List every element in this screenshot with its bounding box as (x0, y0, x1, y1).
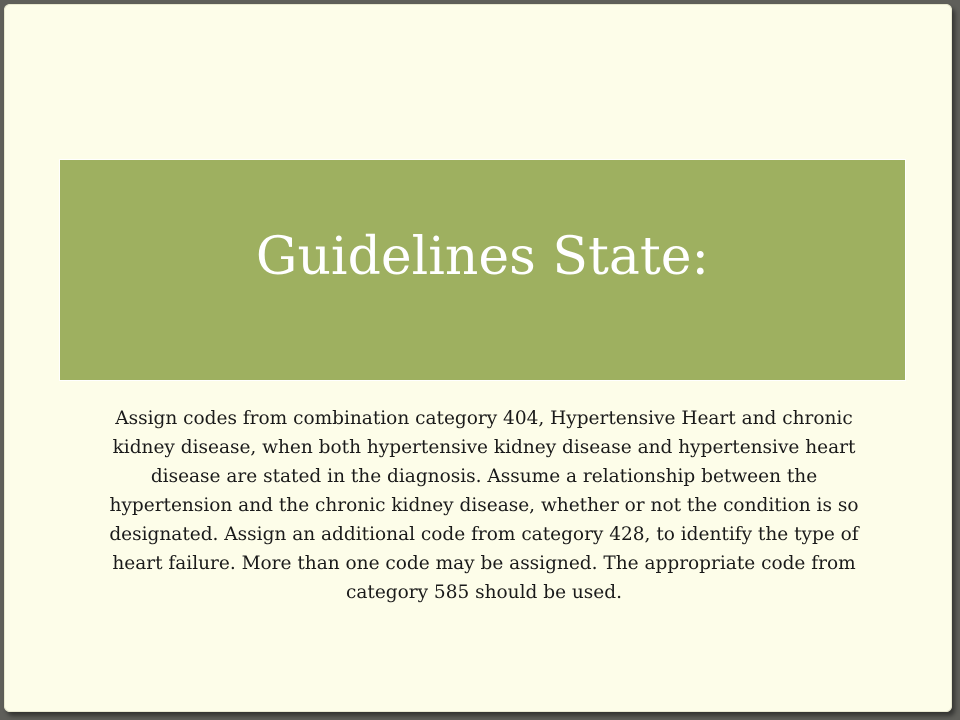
slide (4, 4, 952, 712)
slide-title: Guidelines State: (255, 227, 710, 287)
slide-body-text: Assign codes from combination category 404, Hypertensive Heart and chronic kidney disease, when both hypertensive kidney disease and hypertensive heart disease are stated in the diagnosis. Assume a relationship between the hypertension and the chronic kidney disease, whether or not the condition is so designated. Assign an additional code from category 428, to identify the type of heart failure. More than one code may be assigned. The appropriate code from category 585 should be used. (109, 408, 859, 603)
title-band (59, 159, 906, 381)
